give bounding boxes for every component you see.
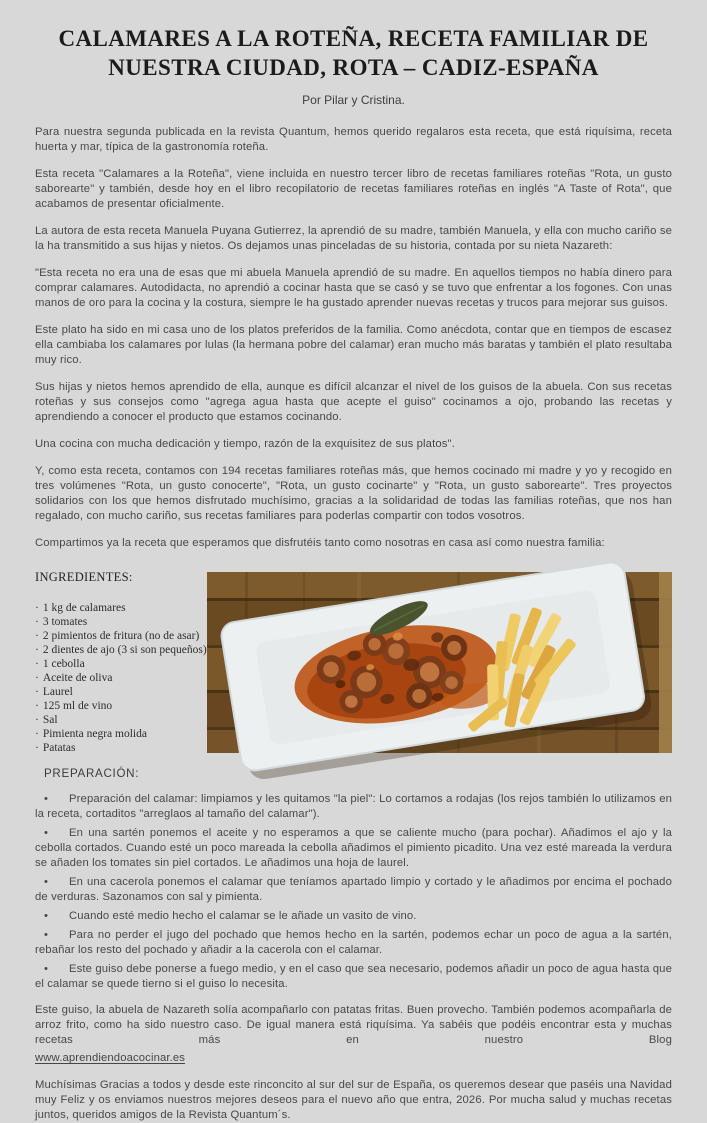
ingredient-item <box>35 727 207 741</box>
dish-photo <box>207 572 672 753</box>
preparation-step <box>35 826 672 871</box>
ingredient-item <box>35 615 207 629</box>
ingredient-text: 1 kg de calamares <box>42 602 126 614</box>
step-bullet: • <box>44 827 49 839</box>
ingredient-item <box>35 671 207 685</box>
ingredient-text: 125 ml de vino <box>42 700 113 712</box>
step-text: Para no perder el jugo del pochado que hemos hecho en la sartén, podemos echar un poco de agua a la sartén, rebañar los resto del pochado y añadir a la cacerola con el calamar. <box>35 929 672 956</box>
ingredient-bullet: · <box>35 672 39 684</box>
blog-link-line <box>35 1051 672 1066</box>
ingredient-bullet: · <box>35 728 39 740</box>
farewell-paragraph: Muchísimas Gracias a todos y desde este rinconcito al sur del sur de España, os queremos desear que paséis una Navidad muy Feliz y os enviamos nuestros mejores deseos para el nuevo año que entra, 2026. Por mucha salud y muchas recetas juntos, queridos amigos de la Revista Quantum´s. <box>35 1079 672 1121</box>
ingredient-bullet: · <box>35 686 39 698</box>
intro-paragraph: Esta receta "Calamares a la Roteña", viene incluida en nuestro tercer libro de recetas familiares roteñas "Rota, un gusto saborearte" y también, desde hoy en el libro recopilatorio de recetas familiares roteñas en inglés "A Taste of Rota", que acabamos de presentar oficialmente. <box>35 168 672 210</box>
intro-paragraph: "Esta receta no era una de esas que mi abuela Manuela aprendió de su madre. En aquellos tiempos no había dinero para comprar calamares. Autodidacta, no aprendió a cocinar hasta que se casó y se tuvo que enfrentar a los fogones. Con unas manos de oro para la cocina y la costura, siempre le ha gustado aprender nuevas recetas y trucos para mejorar sus guisos. <box>35 267 672 309</box>
ingredient-bullet: · <box>35 644 39 656</box>
step-text: Preparación del calamar: limpiamos y les quitamos "la piel": Lo cortamos a rodajas (los rejos también lo utilizamos en la receta, cortaditos "arreglaos al tamaño del calamar"). <box>35 793 672 820</box>
ingredient-bullet: · <box>35 700 39 712</box>
preparation-step <box>35 875 672 905</box>
ingredient-item <box>35 657 207 671</box>
page-title-line-1: CALAMARES A LA ROTEÑA, RECETA FAMILIAR DE <box>58 26 649 51</box>
intro-paragraph: Sus hijas y nietos hemos aprendido de ella, aunque es difícil alcanzar el nivel de los guisos de la abuela. Con sus recetas roteñas y sus consejos como "agrega agua hasta que acepte el guiso" cocinamos a ojo, probando las recetas y aprendiendo a conocer el producto que estamos cocinando. <box>35 381 672 423</box>
dish-photo-image <box>207 572 672 753</box>
ingredient-text: 2 pimientos de fritura (no de asar) <box>42 630 200 642</box>
intro-paragraph: Y, como esta receta, contamos con 194 recetas familiares roteñas más, que hemos cocinado mi madre y yo y recogido en tres volúmenes "Rota, un gusto conocerte", "Rota, un gusto cocinarte" y "Rota, un gusto saborearte". Tres proyectos solidarios con los que hemos disfrutado muchísimo, gracias a la solidaridad de todas las familias roteñas, que nos han regalado, con mucho cariño, sus recetas familiares para poderlas compartir con todos vosotros. <box>35 465 672 522</box>
closing-paragraph: Este guiso, la abuela de Nazareth solía acompañarlo con patatas fritas. Buen provecho. También podemos acompañarla de arroz frito, como ha sido nuestro caso. De igual manera está riquísima. Ya sabéis que podéis encontrar esta y muchas recetas más en nuestro Blog <box>35 1004 672 1046</box>
step-bullet: • <box>44 793 49 805</box>
ingredients-column <box>35 563 207 755</box>
preparation-heading: PREPARACIÓN: <box>44 767 140 780</box>
preparation-step <box>35 909 672 924</box>
ingredient-item <box>35 601 207 615</box>
step-text: En una sartén ponemos el aceite y no esperamos a que se caliente mucho (para pochar). Añadimos el ajo y la cebolla cortados. Cuando esté un poco mareada la cebolla añadimos el pimiento picadito. Una vez esté mareada la verdura se añaden los tomates sin piel cortados. Le añadimos una hoja de laurel. <box>35 827 672 869</box>
ingredients-section <box>35 563 672 755</box>
intro-paragraph: La autora de esta receta Manuela Puyana Gutierrez, la aprendió de su madre, también Manuela, y ella con mucho cariño se la ha transmitido a sus hijas y nietos. Os dejamos unas pinceladas de su historia, contada por su nieta Nazareth: <box>35 225 672 252</box>
ingredient-item <box>35 741 207 755</box>
step-bullet: • <box>44 929 49 941</box>
ingredient-text: Aceite de oliva <box>42 672 113 684</box>
intro-paragraph: Una cocina con mucha dedicación y tiempo, razón de la exquisitez de sus platos". <box>35 438 455 450</box>
ingredient-text: 2 dientes de ajo (3 si son pequeños) <box>42 644 207 656</box>
ingredient-item <box>35 629 207 643</box>
ingredient-text: Laurel <box>42 686 73 698</box>
ingredient-bullet: · <box>35 714 39 726</box>
ingredient-text: 1 cebolla <box>42 658 85 670</box>
ingredient-text: Patatas <box>42 742 76 754</box>
ingredient-item <box>35 699 207 713</box>
preparation-step <box>35 792 672 822</box>
recipe-page <box>0 24 707 1121</box>
ingredient-item <box>35 685 207 699</box>
ingredient-bullet: · <box>35 658 39 670</box>
step-text: Este guiso debe ponerse a fuego medio, y en el caso que sea necesario, podemos añadir un poco de agua hasta que el calamar se quede tierno si el guiso lo necesita. <box>35 963 672 990</box>
intro-paragraph: Para nuestra segunda publicada en la revista Quantum, hemos querido regalaros esta receta, que está riquísima, receta huerta y mar, típica de la gastronomía roteña. <box>35 126 672 153</box>
ingredient-bullet: · <box>35 630 39 642</box>
step-text: En una cacerola ponemos el calamar que teníamos apartado limpio y cortado y le añadimos por encima el pochado de verduras. Sazonamos con sal y pimienta. <box>35 876 672 903</box>
ingredients-heading: INGREDIENTES: <box>35 570 133 584</box>
intro-paragraph: Este plato ha sido en mi casa uno de los platos preferidos de la familia. Como anécdota, contar que en tiempos de escasez ella cambiaba los calamares por lulas (la hermana pobre del calamar) eran mucho más baratas y también el plato resultaba muy rico. <box>35 324 672 366</box>
step-bullet: • <box>44 963 49 975</box>
ingredients-list <box>35 601 207 755</box>
ingredient-bullet: · <box>35 742 39 754</box>
preparation-step <box>35 962 672 992</box>
intro-paragraph: Compartimos ya la receta que esperamos que disfrutéis tanto como nosotras en casa así como nuestra familia: <box>35 537 605 549</box>
intro-section <box>35 125 672 551</box>
preparation-step <box>35 928 672 958</box>
ingredient-text: 3 tomates <box>42 616 88 628</box>
step-bullet: • <box>44 876 49 888</box>
ingredient-text: Sal <box>42 714 58 726</box>
ingredient-text: Pimienta negra molida <box>42 728 147 740</box>
preparation-steps <box>35 792 672 992</box>
page-title-line-2: NUESTRA CIUDAD, ROTA – CADIZ-ESPAÑA <box>108 55 599 80</box>
ingredient-item <box>35 643 207 657</box>
ingredient-item <box>35 713 207 727</box>
ingredient-bullet: · <box>35 616 39 628</box>
step-bullet: • <box>44 910 49 922</box>
step-text: Cuando esté medio hecho el calamar se le añade un vasito de vino. <box>69 910 417 922</box>
byline: Por Pilar y Cristina. <box>302 93 405 107</box>
page-title <box>35 24 672 82</box>
blog-link[interactable]: www.aprendiendoacocinar.es <box>35 1052 186 1064</box>
ingredient-bullet: · <box>35 602 39 614</box>
